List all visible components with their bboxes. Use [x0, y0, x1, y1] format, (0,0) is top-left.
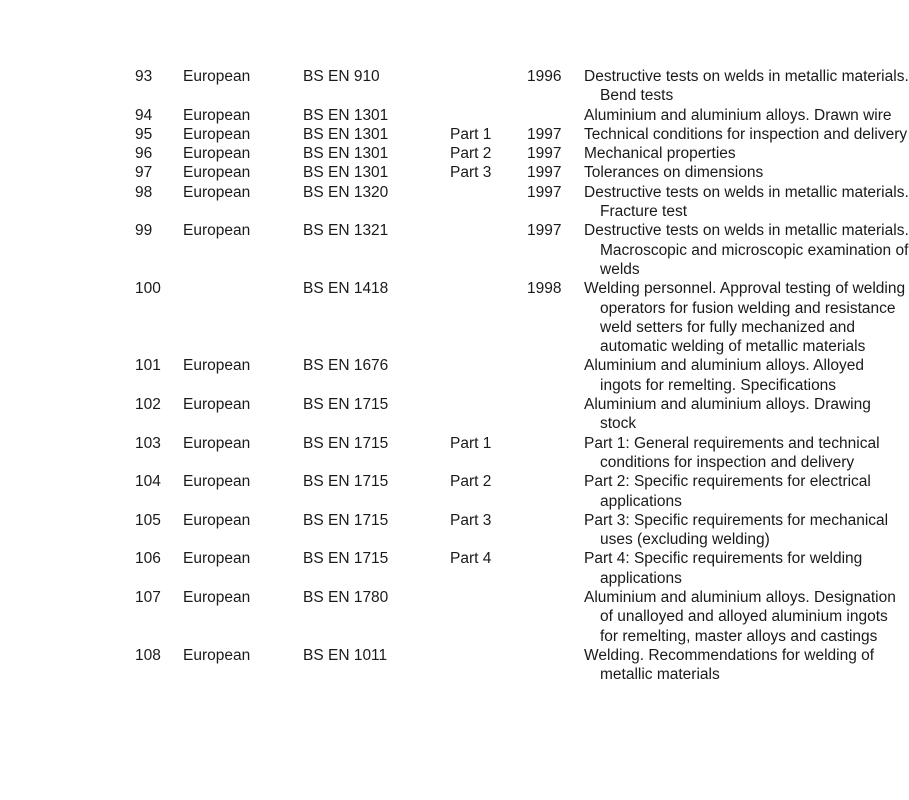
row-number: 98: [135, 183, 153, 201]
row-source: European: [183, 357, 251, 375]
title-line: Destructive tests on welds in metallic materials.: [584, 68, 909, 85]
title-line: operators for fusion welding and resistance: [600, 299, 896, 317]
row-standard: BS EN 1676: [303, 357, 389, 375]
row-number: 107: [135, 589, 161, 607]
title-line: conditions for inspection and delivery: [600, 453, 855, 471]
title-line: Part 3: Specific requirements for mechanical: [584, 511, 889, 529]
row-number: 102: [135, 396, 161, 414]
row-standard: BS EN 1320: [303, 183, 389, 201]
title-line: Technical conditions for inspection and delivery: [584, 125, 908, 143]
title-line: Tolerances on dimensions: [584, 164, 764, 182]
row-standard: BS EN 1780: [303, 589, 389, 607]
row-title: [584, 588, 896, 646]
row-part: Part 1: [450, 125, 492, 143]
title-line: Aluminium and aluminium alloys. Designation: [584, 589, 896, 607]
row-number: 104: [135, 473, 161, 491]
table-row: [0, 511, 889, 550]
row-title: [584, 549, 863, 588]
row-source: European: [183, 550, 251, 568]
title-line: weld setters for fully mechanized and: [600, 318, 856, 336]
title-line: of unalloyed and alloyed aluminium ingots: [600, 608, 888, 626]
row-title: [584, 163, 764, 182]
row-year: 1997: [527, 183, 562, 201]
row-source: European: [183, 106, 251, 124]
row-number: 100: [135, 280, 161, 298]
table-row: [0, 472, 871, 511]
row-number: 105: [135, 511, 161, 529]
row-year: 1997: [527, 164, 562, 182]
row-year: 1998: [527, 280, 562, 298]
row-title: [584, 646, 875, 685]
row-year: 1997: [527, 222, 562, 240]
table-row: [0, 279, 906, 356]
row-standard: BS EN 1715: [303, 550, 389, 568]
standards-table: [0, 67, 909, 685]
row-source: European: [183, 511, 251, 529]
title-line: applications: [600, 569, 682, 587]
title-line: uses (excluding welding): [600, 531, 770, 549]
row-source: European: [183, 646, 251, 664]
row-title: [584, 472, 871, 511]
row-title: [584, 279, 906, 356]
row-number: 96: [135, 145, 153, 163]
row-number: 106: [135, 550, 161, 568]
title-line: metallic materials: [600, 666, 720, 684]
row-title: [584, 395, 871, 434]
row-source: European: [183, 222, 251, 240]
table-row: [0, 163, 764, 182]
row-year: 1997: [527, 125, 562, 143]
row-source: European: [183, 125, 251, 143]
title-line: Destructive tests on welds in metallic materials.: [584, 183, 909, 201]
table-row: [0, 646, 875, 685]
table-row: [0, 434, 880, 473]
row-part: Part 2: [450, 145, 492, 163]
row-number: 95: [135, 125, 153, 143]
title-line: applications: [600, 492, 682, 510]
title-line: Fracture test: [600, 203, 687, 221]
row-number: 103: [135, 434, 161, 452]
title-line: welds: [600, 260, 640, 278]
row-standard: BS EN 1715: [303, 473, 389, 491]
row-title: [584, 511, 889, 550]
row-title: [584, 106, 892, 125]
title-line: Part 1: General requirements and technical: [584, 434, 880, 452]
row-standard: BS EN 1301: [303, 164, 389, 182]
title-line: Aluminium and aluminium alloys. Drawn wire: [584, 106, 892, 124]
title-line: Part 2: Specific requirements for electrical: [584, 473, 871, 491]
row-title: [584, 144, 736, 163]
row-title: [584, 125, 908, 144]
row-title: [584, 434, 880, 473]
row-number: 99: [135, 222, 153, 240]
title-line: stock: [600, 415, 637, 433]
title-line: Welding personnel. Approval testing of welding: [584, 280, 906, 298]
row-standard: BS EN 1715: [303, 434, 389, 452]
row-number: 94: [135, 106, 153, 124]
title-line: Part 4: Specific requirements for welding: [584, 550, 863, 568]
table-row: [0, 588, 896, 646]
row-title: [584, 67, 909, 106]
row-title: [584, 221, 909, 279]
table-row: [0, 144, 736, 163]
table-row: [0, 356, 864, 395]
row-part: Part 3: [450, 164, 492, 182]
title-line: Destructive tests on welds in metallic materials.: [584, 222, 909, 240]
table-row: [0, 549, 863, 588]
title-line: for remelting, master alloys and castings: [600, 627, 878, 645]
row-source: European: [183, 473, 251, 491]
row-source: European: [183, 68, 251, 85]
row-number: 108: [135, 646, 161, 664]
row-source: European: [183, 183, 251, 201]
row-year: 1996: [527, 68, 562, 85]
table-row: [0, 395, 871, 434]
row-part: Part 1: [450, 434, 492, 452]
row-standard: BS EN 1321: [303, 222, 389, 240]
title-line: Mechanical properties: [584, 145, 736, 163]
row-title: [584, 356, 864, 395]
row-part: Part 2: [450, 473, 492, 491]
row-number: 97: [135, 164, 153, 182]
row-source: European: [183, 164, 251, 182]
row-year: 1997: [527, 145, 562, 163]
row-number: 93: [135, 68, 153, 85]
title-line: ingots for remelting. Specifications: [600, 376, 837, 394]
row-standard: BS EN 1418: [303, 280, 389, 298]
row-standard: BS EN 1301: [303, 125, 389, 143]
row-standard: BS EN 1715: [303, 396, 389, 414]
row-number: 101: [135, 357, 161, 375]
row-part: Part 3: [450, 511, 492, 529]
row-standard: BS EN 1301: [303, 106, 389, 124]
title-line: Bend tests: [600, 87, 674, 105]
row-standard: BS EN 1011: [303, 646, 388, 664]
row-source: European: [183, 145, 251, 163]
row-part: Part 4: [450, 550, 492, 568]
title-line: Welding. Recommendations for welding of: [584, 646, 875, 664]
title-line: Macroscopic and microscopic examination of: [600, 241, 909, 259]
title-line: Aluminium and aluminium alloys. Alloyed: [584, 357, 864, 375]
row-source: European: [183, 396, 251, 414]
table-row: [0, 125, 908, 144]
title-line: automatic welding of metallic materials: [600, 338, 866, 356]
table-row: [0, 221, 909, 279]
row-standard: BS EN 910: [303, 68, 380, 85]
row-standard: BS EN 1715: [303, 511, 389, 529]
row-source: European: [183, 434, 251, 452]
row-source: European: [183, 589, 251, 607]
table-row: [0, 67, 909, 106]
row-title: [584, 183, 909, 222]
title-line: Aluminium and aluminium alloys. Drawing: [584, 396, 871, 414]
table-row: [0, 183, 909, 222]
row-standard: BS EN 1301: [303, 145, 389, 163]
table-row: [0, 106, 892, 125]
